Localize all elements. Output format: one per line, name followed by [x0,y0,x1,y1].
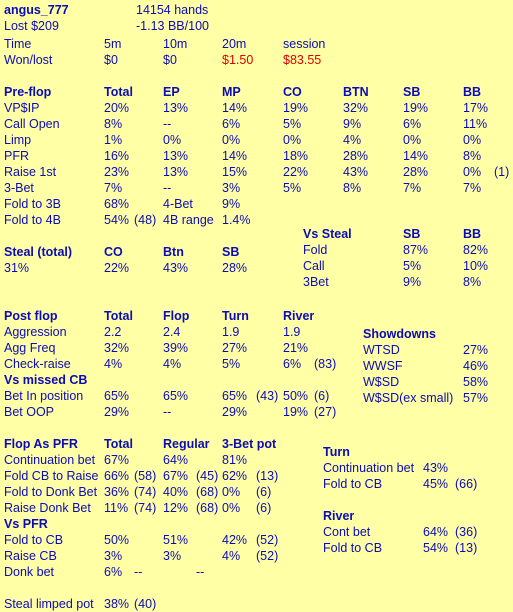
preflop-col-co: CO [283,85,302,99]
cell: 0% [403,133,422,147]
vs-steal-call-bb: 10% [463,259,489,273]
cell: 0% [222,501,241,515]
cell: 18% [283,149,309,163]
sample-count: (1) [494,165,510,179]
vs-pfr-header: Vs PFR [4,517,48,531]
row-label: VP$IP [4,101,40,115]
fold-4b-count: (48) [134,213,157,227]
showdowns-header: Showdowns [363,327,436,341]
vs-steal-call-sb: 5% [403,259,422,273]
vs-missed-cb-header: Vs missed CB [4,373,88,387]
sample-count: (83) [314,357,337,371]
postflop-header: Post flop [4,309,58,323]
preflop-col-mp: MP [222,85,241,99]
flop-as-pfr-col-total: Total [104,437,133,451]
postflop-col-flop: Flop [163,309,190,323]
cell: 51% [163,533,189,547]
cell: 65% [222,389,248,403]
preflop-col-btn: BTN [343,85,369,99]
cell: 32% [104,341,130,355]
time-session: session [283,37,326,51]
cell: 62% [222,469,248,483]
wonlost-label: Won/lost [4,53,53,67]
cell: 43% [343,165,369,179]
cell: 3% [104,549,123,563]
cell: 7% [403,181,422,195]
cell: 4% [222,549,241,563]
cell: 7% [104,181,123,195]
cell: 7% [463,181,482,195]
cell: 14% [403,149,429,163]
cell: 8% [104,117,123,131]
cell: 22% [283,165,309,179]
steal-limped-label: Steal limped pot [4,597,94,611]
preflop-header: Pre-flop [4,85,52,99]
steal-limped-value: 38% [104,597,130,611]
cell: -- [163,405,172,419]
4bet-label: 4-Bet [163,197,193,211]
donk-bet-label: Donk bet [4,565,55,579]
steal-total: 31% [4,261,30,275]
vs-steal-3bet-label: 3Bet [303,275,329,289]
cell: 65% [104,389,130,403]
cell: 4% [104,357,123,371]
cell: 50% [104,533,130,547]
turn-header: Turn [323,445,350,459]
river-cbet-value: 64% [423,525,449,539]
wsd-ex-small-label: W$SD(ex small) [363,391,454,405]
sample-count: (74) [134,501,157,515]
agg-freq-label: Agg Freq [4,341,56,355]
sample-count: (6) [256,485,272,499]
cell: 2.4 [163,325,181,339]
cell: 20% [104,101,130,115]
4bet-value: 9% [222,197,241,211]
sample-count: (27) [314,405,337,419]
vs-steal-call-label: Call [303,259,325,273]
lost-amount: Lost $209 [4,19,59,33]
wwsf-value: 46% [463,359,489,373]
check-raise-label: Check-raise [4,357,71,371]
sample-count: (58) [134,469,157,483]
cell: 50% [283,389,309,403]
vs-steal-3bet-bb: 8% [463,275,482,289]
cell: 13% [163,149,189,163]
preflop-col-bb: BB [463,85,482,99]
fold-cb-to-raise-label: Fold CB to Raise [4,469,99,483]
hands-count: 14154 hands [136,3,209,17]
cell: 1.9 [222,325,240,339]
cell: 40% [163,485,189,499]
cell: 11% [463,117,488,131]
cell: -- [163,181,172,195]
cell: 1% [104,133,123,147]
cell: 19% [283,405,309,419]
river-cbet-label: Cont bet [323,525,371,539]
time-label: Time [4,37,32,51]
cell: -- [196,565,205,579]
wwsf-label: WWSF [363,359,403,373]
cell: 19% [283,101,309,115]
vs-steal-fold-label: Fold [303,243,328,257]
fold-4b-label: Fold to 4B [4,213,61,227]
turn-fold-cb-value: 45% [423,477,449,491]
steal-col-co: CO [104,245,123,259]
flop-as-pfr-col-3bet-pot: 3-Bet pot [222,437,277,451]
vs-steal-fold-sb: 87% [403,243,429,257]
cell: 21% [283,341,309,355]
sample-count: (43) [256,389,279,403]
cell: 36% [104,485,130,499]
vs-steal-header: Vs Steal [303,227,352,241]
row-label: PFR [4,149,29,163]
bet-in-position-label: Bet In position [4,389,84,403]
vs-steal-fold-bb: 82% [463,243,489,257]
fold-3b-label: Fold to 3B [4,197,61,211]
turn-fold-cb-label: Fold to CB [323,477,383,491]
raise-donk-label: Raise Donk Bet [4,501,91,515]
cell: 3% [222,181,241,195]
cell: 67% [104,453,130,467]
river-fold-cb-label: Fold to CB [323,541,383,555]
wtsd-value: 27% [463,343,489,357]
fold-4b-value: 54% [104,213,130,227]
sample-count: (6) [256,501,272,515]
cell: 64% [163,453,189,467]
wtsd-label: WTSD [363,343,400,357]
postflop-col-turn: Turn [222,309,249,323]
cell: 42% [222,533,248,547]
cell: 23% [104,165,130,179]
cell: 2.2 [104,325,122,339]
cell: 39% [163,341,189,355]
vs-steal-col-sb: SB [403,227,421,241]
cell: 4% [163,357,182,371]
cell: 29% [222,405,248,419]
cell: 27% [222,341,248,355]
cell: 16% [104,149,130,163]
cell: 65% [163,389,189,403]
fold-to-cb-label: Fold to CB [4,533,64,547]
postflop-col-river: River [283,309,315,323]
time-20m: 20m [222,37,247,51]
vs-steal-3bet-sb: 9% [403,275,422,289]
cell: 32% [343,101,369,115]
bet-oop-label: Bet OOP [4,405,55,419]
river-header: River [323,509,355,523]
4b-range-value: 1.4% [222,213,251,227]
sample-count: (68) [196,501,219,515]
sample-count: (45) [196,469,219,483]
cell: 5% [283,117,302,131]
sample-count: (13) [455,541,478,555]
sample-count: (40) [134,597,157,611]
cell: 1.9 [283,325,301,339]
cell: 14% [222,101,248,115]
vs-steal-col-bb: BB [463,227,482,241]
wonlost-5m: $0 [104,53,118,67]
cell: 8% [343,181,362,195]
cell: 13% [163,101,189,115]
cell: 66% [104,469,130,483]
cell: 28% [343,149,369,163]
cell: 6% [104,565,123,579]
cell: 5% [283,181,302,195]
wsd-ex-small-value: 57% [463,391,489,405]
row-label: Raise 1st [4,165,57,179]
steal-co: 22% [104,261,130,275]
row-label: Limp [4,133,32,147]
sample-count: (74) [134,485,157,499]
cell: 14% [222,149,248,163]
cell: 0% [283,133,302,147]
cell: -- [134,565,143,579]
sample-count: (6) [314,389,330,403]
steal-col-sb: SB [222,245,240,259]
river-fold-cb-value: 54% [423,541,449,555]
fold-to-donk-label: Fold to Donk Bet [4,485,98,499]
4b-range-label: 4B range [163,213,214,227]
cell: 6% [222,117,241,131]
cell: 29% [104,405,130,419]
wsd-label: W$SD [363,375,400,389]
preflop-col-sb: SB [403,85,421,99]
cell: 19% [403,101,429,115]
cell: 13% [163,165,189,179]
cell: 67% [163,469,189,483]
cell: 4% [343,133,362,147]
flop-as-pfr-col-regular: Regular [163,437,210,451]
cell: 0% [222,485,241,499]
row-label: 3-Bet [4,181,34,195]
cell: 5% [222,357,241,371]
sample-count: (52) [256,549,279,563]
fold-3b-value: 68% [104,197,130,211]
cell: 6% [403,117,422,131]
steal-header: Steal (total) [4,245,73,259]
cell: 28% [403,165,429,179]
cell: 0% [463,133,482,147]
aggression-label: Aggression [4,325,67,339]
wonlost-10m: $0 [163,53,177,67]
steal-col-btn: Btn [163,245,184,259]
steal-btn: 43% [163,261,189,275]
cell: 3% [163,549,182,563]
cell: 15% [222,165,248,179]
turn-cbet-value: 43% [423,461,449,475]
cell: 6% [283,357,302,371]
cell: 9% [343,117,362,131]
wonlost-20m: $1.50 [222,53,254,67]
cell: 81% [222,453,248,467]
sample-count: (52) [256,533,279,547]
wonlost-session: $83.55 [283,53,322,67]
postflop-col-total: Total [104,309,133,323]
time-10m: 10m [163,37,188,51]
cell: 0% [163,133,182,147]
cell: 8% [463,149,482,163]
cell: 12% [163,501,189,515]
cell: -- [163,117,172,131]
preflop-col-ep: EP [163,85,180,99]
cbet-label: Continuation bet [4,453,96,467]
turn-cbet-label: Continuation bet [323,461,415,475]
player-name: angus_777 [4,3,69,17]
cell: 0% [222,133,241,147]
time-5m: 5m [104,37,122,51]
sample-count: (66) [455,477,478,491]
wsd-value: 58% [463,375,489,389]
flop-as-pfr-header: Flop As PFR [4,437,78,451]
bb-per-100: -1.13 BB/100 [136,19,209,33]
cell: 11% [104,501,129,515]
sample-count: (68) [196,485,219,499]
sample-count: (36) [455,525,478,539]
cell: 17% [463,101,489,115]
raise-cb-label: Raise CB [4,549,57,563]
row-label: Call Open [4,117,60,131]
preflop-col-total: Total [104,85,133,99]
cell: 0% [463,165,482,179]
steal-sb: 28% [222,261,248,275]
sample-count: (13) [256,469,279,483]
